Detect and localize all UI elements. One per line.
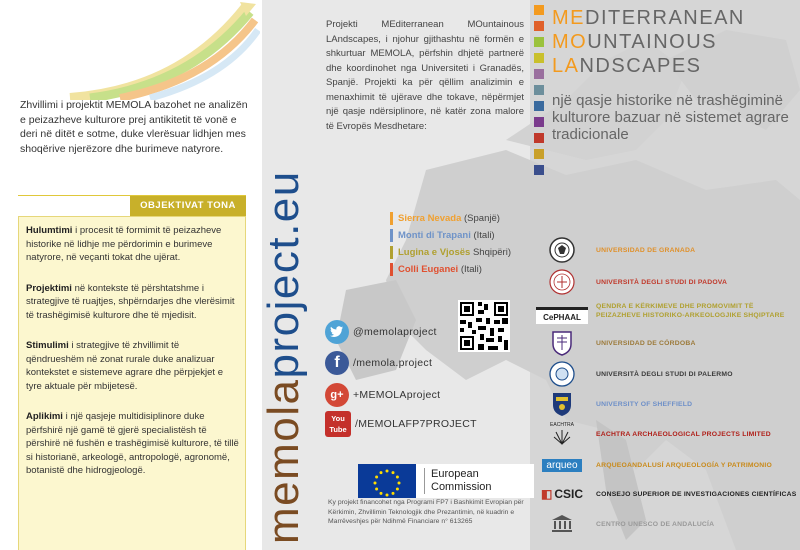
youtube-icon-top: You xyxy=(331,414,345,423)
color-swatches xyxy=(534,5,544,181)
zone-name: Sierra Nevada xyxy=(398,213,462,224)
partner-name: CENTRO UNESCO DE ANDALUCÍA xyxy=(596,520,715,528)
color-swatch xyxy=(534,21,544,31)
color-swatch xyxy=(534,149,544,159)
zone-name: Lugina e Vjosës xyxy=(398,247,471,258)
partner-name: UNIVERSITÀ DEGLI STUDI DI PALERMO xyxy=(596,370,733,378)
website-vertical-wrap xyxy=(259,8,308,548)
objective-term: Hulumtimi xyxy=(26,225,73,236)
eu-line2: Commission xyxy=(431,481,492,493)
googleplus-link[interactable] xyxy=(325,383,440,407)
csic-logo-icon xyxy=(536,480,588,508)
partner-row xyxy=(536,268,798,296)
title-line xyxy=(552,30,745,54)
color-swatch xyxy=(534,101,544,111)
partner-row xyxy=(536,510,798,538)
zone-item xyxy=(390,261,511,278)
partner-name: EACHTRA ARCHAEOLOGICAL PROJECTS LIMITED xyxy=(596,430,771,438)
eachtra-logo-icon xyxy=(536,420,588,448)
title-accent: ME xyxy=(552,7,585,29)
twitter-icon xyxy=(325,320,349,344)
sheffield-crest-icon xyxy=(536,390,588,418)
color-swatch xyxy=(534,37,544,47)
objective-term: Stimulimi xyxy=(26,340,69,351)
partner-name: ARQUEOANDALUSÍ ARQUEOLOGÍA Y PATRIMONIO xyxy=(596,461,772,469)
zone-color-bar xyxy=(390,229,393,242)
twitter-link[interactable] xyxy=(325,320,437,344)
unesco-logo-icon xyxy=(536,510,588,538)
project-subtitle: një qasje historike në trashëgiminë kulturore bazuar në sistemet agrare tradicionale xyxy=(552,92,789,143)
partner-name: UNIVERSIDAD DE GRANADA xyxy=(596,246,696,254)
project-title xyxy=(552,6,745,78)
zone-name: Colli Euganei xyxy=(398,264,459,275)
objective-item xyxy=(26,224,239,265)
csic-mark-icon: ◧ xyxy=(540,487,553,501)
qr-code-icon[interactable] xyxy=(458,300,510,352)
cordoba-shield-icon xyxy=(536,329,588,357)
partner-row xyxy=(536,480,798,508)
zone-name: Monti di Trapani xyxy=(398,230,471,241)
arqueoandalusi-logo-icon xyxy=(536,451,588,479)
title-line xyxy=(552,6,745,30)
objective-term: Projektimi xyxy=(26,282,72,294)
zone-country: Shqipëri) xyxy=(470,247,511,258)
european-commission-logo xyxy=(358,464,534,498)
zone-item xyxy=(390,244,511,261)
eu-flag-icon xyxy=(358,464,416,498)
intro-text: Zhvillimi i projektit MEMOLA bazohet ne analizën e peizazheve kulturore prej antikitetit të vonë e deri në ditët e sotme, duke vlerësuar lidhjen mes shoqërive njerëzore dhe burimeve natyrore. xyxy=(20,99,248,155)
objective-text: i strategjive të zhvillimit të qëndrueshëm në zonat rurale duke analizuar kontekstet e sistemeve agrare dhe përpjekjet e tyre aktuale për mbijetesë. xyxy=(26,340,223,392)
partner-name: CONSEJO SUPERIOR DE INVESTIGACIONES CIENTÍFICAS xyxy=(596,490,797,498)
website-part-project: project.eu xyxy=(259,170,308,379)
color-swatch xyxy=(534,85,544,95)
facebook-handle: /memola.project xyxy=(353,357,433,369)
partner-row xyxy=(536,329,798,357)
granada-seal-icon xyxy=(536,236,588,264)
color-swatch xyxy=(534,69,544,79)
title-line xyxy=(552,54,745,78)
partner-row xyxy=(536,420,798,448)
color-swatch xyxy=(534,117,544,127)
eu-commission-label xyxy=(424,468,492,494)
website-vertical-text[interactable] xyxy=(259,8,308,544)
eachtra-logo-text: EACHTRA xyxy=(550,422,574,428)
zone-item xyxy=(390,210,511,227)
twitter-handle: @memolaproject xyxy=(353,326,437,338)
zone-item xyxy=(390,227,511,244)
cerphaal-logo-icon: CePHAAL xyxy=(536,307,588,324)
color-swatch xyxy=(534,165,544,175)
palermo-seal-icon xyxy=(536,360,588,388)
title-rest: NDSCAPES xyxy=(579,55,702,77)
objective-text: në kontekste të përshtatshme i strategjive të ruajtjes, shpërndarjes dhe vlerësimit të trashëgimisë kulturore dhe të mjedisit. xyxy=(26,282,235,321)
googleplus-handle: +MEMOLAproject xyxy=(353,389,441,401)
objectives-title: OBJEKTIVAT TONA xyxy=(130,196,246,216)
youtube-handle: /MEMOLAFP7PROJECT xyxy=(355,418,477,430)
project-description: Projekti MEditerranean MOuntainous LAndscapes, i njohur gjithashtu në formën e shkurtuar MEMOLA, përfshin dhjetë partnerë dhe koordinohet nga Universiteti i Granadës, Spanjë. Projekti ka për qëllim analizimin e menaxhimit të ujërave dhe tokave, nëpërmjet një qasje ndërsiplinore, në katër zona malore të Evropës Mesdhetare: xyxy=(326,19,524,132)
funding-note: Ky projekt financohet nga Programi FP7 i Bashkimit Evropian për Kërkimin, Zhvillimin Teknologjik dhe Prezantimin, në kuadrin e Marrëveshjes për Ndihmë Financiare n° 613265 xyxy=(328,499,524,525)
zone-country: (Itali) xyxy=(458,264,482,275)
color-swatch xyxy=(534,133,544,143)
title-accent: MO xyxy=(552,31,588,53)
color-swatch xyxy=(534,53,544,63)
title-rest: UNTAINOUS xyxy=(587,31,718,53)
partner-row xyxy=(536,451,798,479)
objective-item xyxy=(26,339,239,393)
objective-term: Aplikimi xyxy=(26,411,63,422)
color-swatch xyxy=(534,5,544,15)
partner-name: UNIVERSITÀ DEGLI STUDI DI PADOVA xyxy=(596,278,728,286)
website-part-memola: memola xyxy=(259,378,308,544)
arqueo-logo-text: arqueo xyxy=(542,459,581,472)
title-accent: LA xyxy=(552,55,580,77)
partner-name: QENDRA E KËRKIMEVE DHE PROMOVIMIT TË PEIZAZHEVE HISTORIKO-ARKEOLOGJIKE SHQIPTARE xyxy=(596,303,785,319)
partner-row xyxy=(536,390,798,418)
objective-text: i një qasjeje multidisiplinore duke përfshirë një gamë të gjerë specialistësh të përshirë në fushën e trashëgimisë kulturore, të tillë si historianë, arkeologë, antropologë, agronomë, botanistë dhe hidrogjeologë. xyxy=(26,411,239,476)
objectives-box xyxy=(18,216,246,550)
zone-color-bar xyxy=(390,212,393,225)
youtube-link[interactable] xyxy=(325,412,477,436)
objective-item xyxy=(26,282,239,323)
objective-item xyxy=(26,410,239,478)
objective-text: i procesit të formimit të peizazheve historike në lidhje me përdorimin e burimeve natyrore, në veçanti tokat dhe ujërat. xyxy=(26,225,222,263)
facebook-icon: f xyxy=(325,351,349,375)
partner-name: UNIVERSIDAD DE CÓRDOBA xyxy=(596,339,696,347)
googleplus-icon: g+ xyxy=(325,383,349,407)
zone-country: (Spanjë) xyxy=(461,213,500,224)
growth-arrows-graphic xyxy=(60,0,260,100)
partner-row xyxy=(536,297,798,325)
partner-row xyxy=(536,360,798,388)
zone-country: (Itali) xyxy=(470,230,495,241)
youtube-icon-bottom: Tube xyxy=(329,425,347,434)
zone-color-bar xyxy=(390,263,393,276)
csic-logo-text: CSIC xyxy=(554,487,583,501)
title-rest: DITERRANEAN xyxy=(585,7,745,29)
eu-line1: European xyxy=(431,468,479,480)
left-panel xyxy=(0,0,262,550)
partner-name: UNIVERSITY OF SHEFFIELD xyxy=(596,400,693,408)
youtube-icon xyxy=(325,411,351,437)
partner-row xyxy=(536,236,798,264)
facebook-link[interactable] xyxy=(325,351,432,375)
padova-seal-icon xyxy=(536,268,588,296)
zones-list xyxy=(390,210,511,278)
zone-color-bar xyxy=(390,246,393,259)
